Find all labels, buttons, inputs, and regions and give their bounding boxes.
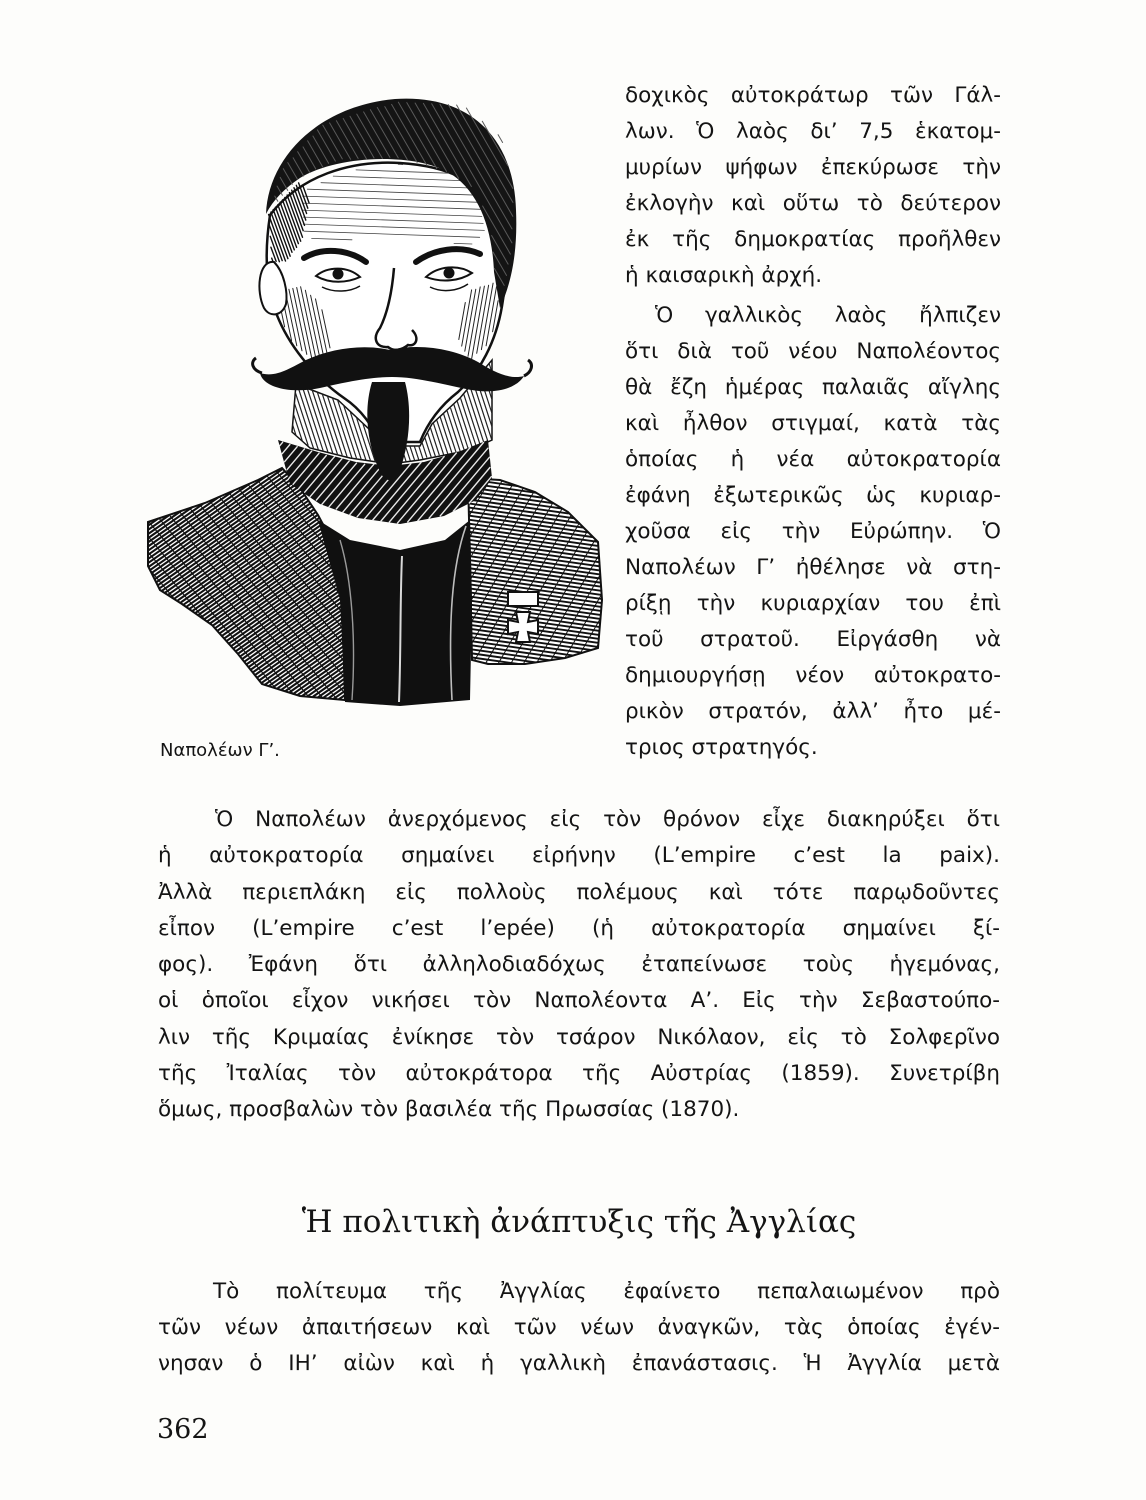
line-text: καὶ ἦλθον στιγμαί, κατὰ τὰς [625, 411, 1001, 436]
text-line [625, 406, 1001, 442]
text-line [625, 186, 1001, 222]
hatch-line [498, 135, 503, 143]
line-text: ἐκλογὴν καὶ οὕτω τὸ δεύτερον [625, 191, 1001, 216]
line-text: λων. Ὁ λαὸς δι’ 7,5 ἑκατομ- [625, 119, 1001, 144]
text-line [158, 1310, 1000, 1346]
text-line [625, 298, 1001, 334]
line-text: ὅμως, προσβαλὼν τὸν βασιλέα τῆς Πρωσσίας (1870). [158, 1097, 740, 1122]
text-line [158, 1056, 1000, 1092]
text-line [158, 1092, 1000, 1128]
page-number: 362 [157, 1414, 209, 1445]
portrait-napoleon-iii [140, 90, 610, 710]
mustache-tip-left [253, 358, 262, 373]
text-line [158, 1274, 1000, 1310]
line-text: ἡ καισαρικὴ ἀρχή. [625, 263, 823, 288]
text-line [625, 258, 1001, 294]
line-text: Ὁ γαλλικὸς λαὸς ἤλπιζεν [655, 303, 1001, 328]
line-text: ὁποίας ἡ νέα αὐτοκρατορία [625, 447, 1001, 472]
line-text: θὰ ἔζη ἡμέρας παλαιᾶς αἴγλης [625, 375, 1001, 400]
mustache-tip-right [524, 360, 531, 376]
line-text: Ὁ Ναπολέων ἀνερχόμενος εἰς τὸν θρόνον εἶχε διακηρύξει ὅτι [215, 807, 1000, 832]
text-line [158, 911, 1000, 947]
line-text: τοῦ στρατοῦ. Εἰργάσθη νὰ [625, 627, 1001, 652]
line-text: λιν τῆς Κριμαίας ἐνίκησε τὸν τσάρον Νικόλαον, εἰς τὸ Σολφερῖνο [158, 1024, 1000, 1050]
line-text: δοχικὸς αὐτοκράτωρ τῶν Γάλ- [625, 83, 1001, 108]
text-line [625, 586, 1001, 622]
line-text: Τὸ πολίτευμα τῆς Ἀγγλίας ἐφαίνετο πεπαλαιωμένον πρὸ [213, 1279, 1000, 1304]
hatch-line [487, 664, 490, 665]
text-line [158, 1346, 1000, 1382]
line-text: ἡ αὐτοκρατορία σημαίνει εἰρήνην (L’empire c’est la paix). [158, 843, 1000, 869]
text-line [625, 694, 1001, 730]
line-text: ὅτι διὰ τοῦ νέου Ναπολέοντος [625, 339, 1001, 364]
line-text: τῆς Ἰταλίας τὸν αὐτοκράτορα τῆς Αὐστρίας (1859). Συνετρίβη [158, 1060, 1000, 1086]
text-line [625, 514, 1001, 550]
text-line [625, 222, 1001, 258]
text-line [625, 442, 1001, 478]
hatch-line [272, 258, 273, 261]
text-line [625, 550, 1001, 586]
line-text: Ἀλλὰ περιεπλάκη εἰς πολλοὺς πολέμους καὶ τότε παρῳδοῦντες [158, 879, 1000, 905]
text-line [158, 947, 1000, 983]
line-text: τριος στρατηγός. [625, 735, 818, 760]
section-paragraph [158, 1274, 1000, 1382]
line-text: οἱ ὁποῖοι εἶχον νικήσει τὸν Ναπολέοντα Α’. Εἰς τὴν Σεβαστούπο- [158, 988, 1000, 1014]
line-text: φος). Ἐφάνη ὅτι ἀλληλοδιαδόχως ἐταπείνωσε τοὺς ἡγεμόνας, [158, 952, 1000, 977]
line-text: χοῦσα εἰς τὴν Εὐρώπην. Ὁ [625, 519, 1001, 544]
line-text: τῶν νέων ἀπαιτήσεων καὶ τῶν νέων ἀναγκῶν, τὰς ὁποίας ἐγέν- [158, 1315, 1000, 1340]
text-line [158, 875, 1000, 911]
text-line [625, 114, 1001, 150]
medal-ribbon [508, 592, 538, 606]
line-text: ρίξῃ τὴν κυριαρχίαν του ἐπὶ [625, 591, 1001, 616]
column-text [625, 78, 1001, 766]
line-text: Ναπολέων Γ’ ἠθέλησε νὰ στη- [625, 555, 1001, 580]
text-line [625, 334, 1001, 370]
pupil-right [444, 268, 455, 279]
text-line [158, 1020, 1000, 1056]
text-line [158, 802, 1000, 838]
line-text: μυρίων ψήφων ἐπεκύρωσε τὴν [625, 155, 1001, 180]
text-line [625, 370, 1001, 406]
text-line [625, 78, 1001, 114]
line-text: ἐκ τῆς δημοκρατίας προῆλθεν [625, 227, 1001, 252]
text-line [625, 478, 1001, 514]
section-heading: Ἡ πολιτικὴ ἀνάπτυξις τῆς Ἀγγλίας [301, 1204, 857, 1240]
text-line [625, 150, 1001, 186]
text-line [625, 622, 1001, 658]
portrait-left-shoulder [148, 468, 345, 700]
text-line [158, 838, 1000, 874]
pupil-left [333, 269, 344, 280]
paragraph [158, 802, 1000, 1128]
line-text: νησαν ὁ ΙΗ’ αἰὼν καὶ ἡ γαλλικὴ ἐπανάστασις. Ἡ Ἀγγλία μετὰ [158, 1351, 1000, 1376]
text-line [625, 730, 1001, 766]
line-text: ἐφάνη ἐξωτερικῶς ὡς κυριαρ- [625, 483, 1001, 508]
line-text: εἶπον (L’empire c’est l’epée) (ἡ αὐτοκρατορία σημαίνει ξί- [158, 915, 1000, 941]
figure-caption: Ναπολέων Γ’. [160, 740, 280, 761]
line-text: δημιουργήσῃ νέον αὐτοκρατο- [625, 663, 1001, 688]
text-line [158, 983, 1000, 1019]
text-line [625, 658, 1001, 694]
portrait-right-uniform [468, 478, 602, 664]
line-text: ρικὸν στρατόν, ἀλλ’ ἦτο μέ- [625, 699, 1001, 724]
